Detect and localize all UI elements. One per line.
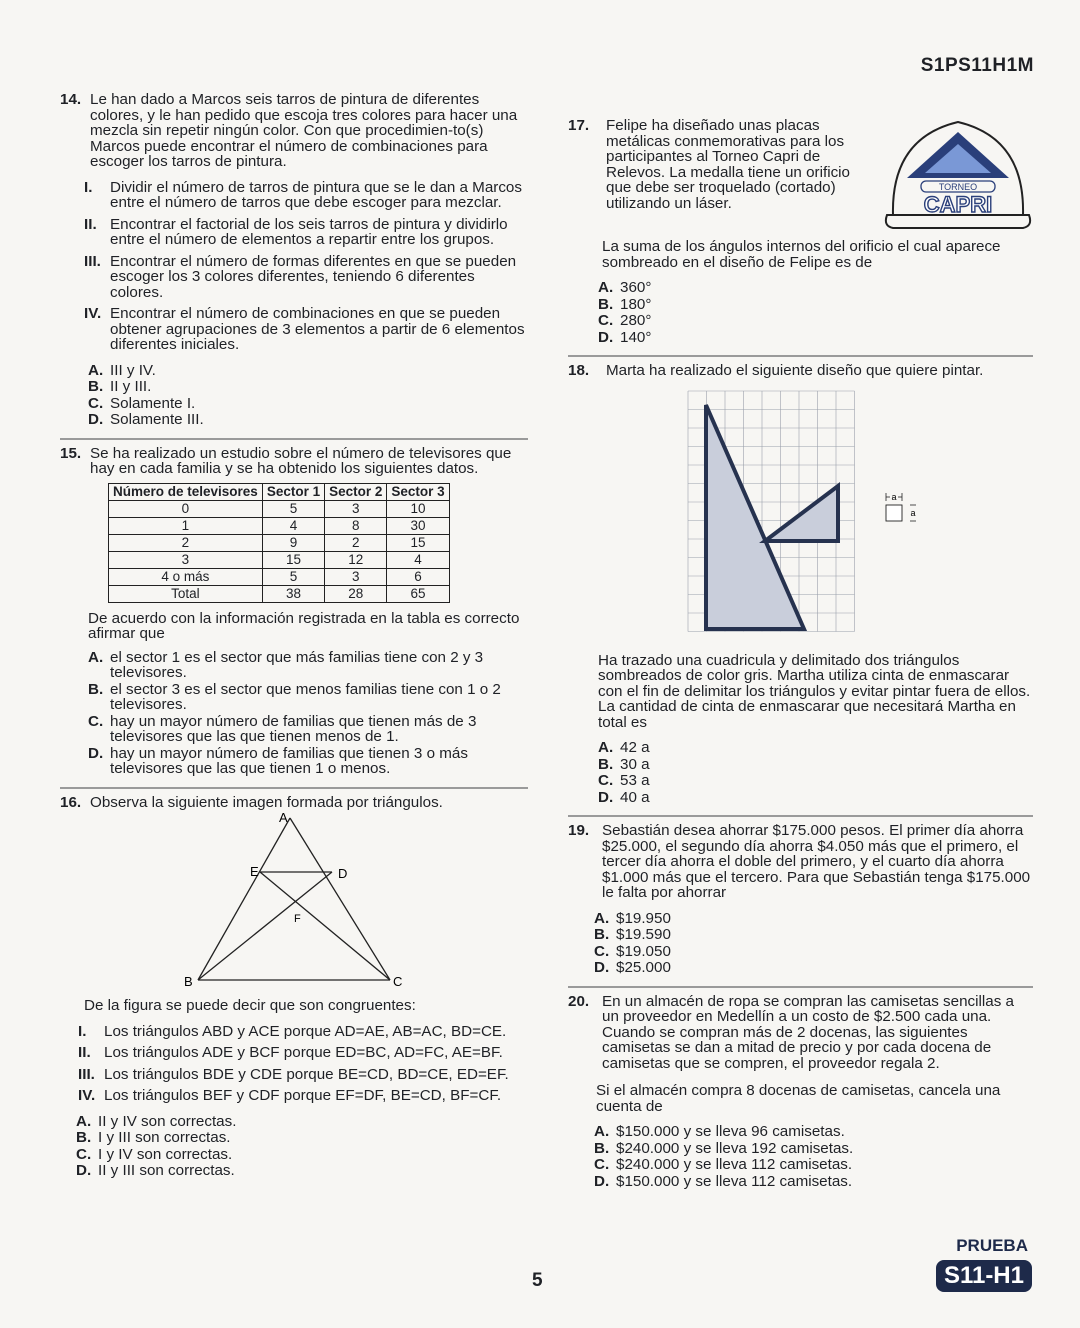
options-16 — [76, 1114, 528, 1179]
column-header: Sector 1 — [262, 483, 324, 500]
question-prompt: Si el almacén compra 8 docenas de camisetas, cancela una cuenta de — [596, 1082, 1001, 1115]
capri-medal — [883, 118, 1033, 230]
question-14 — [60, 92, 528, 170]
option-c[interactable]: C. $19.050 — [594, 942, 671, 960]
label-f: F — [294, 913, 301, 925]
prueba-label: PRUEBA — [956, 1236, 1028, 1255]
statements-16 — [78, 1024, 528, 1104]
question-text: Felipe ha diseñado unas placas metálicas conmemorativas para los participantes al Torneo Capri de Relevos. La medalla tiene un orificio que debe ser troquelado (cortado) utilizando un láser. — [606, 117, 850, 212]
question-15 — [60, 446, 528, 477]
question-text: Marta ha realizado el siguiente diseño que quiere pintar. — [606, 362, 984, 379]
options-14 — [88, 363, 528, 428]
question-19 — [568, 823, 1033, 901]
question-16 — [60, 795, 528, 811]
options-19 — [594, 911, 1033, 976]
statement: III. Los triángulos BDE y CDE porque BE=CD, BD=CE, ED=EF. — [78, 1065, 509, 1083]
exam-code: S1PS11H1M — [920, 55, 1034, 76]
right-column — [568, 118, 1033, 1190]
question-17 — [568, 118, 868, 211]
grid-drawing — [686, 387, 866, 637]
label-b: B — [184, 974, 193, 989]
question-text: En un almacén de ropa se compran las camisetas sencillas a un proveedor en Medellín a un costo de $2.500 cada una. Cuando se compran más de 2 docenas, las siguientes camisetas se dan a mitad de precio y por cada docena de camisetas que se compren, el proveedor regala 2. — [602, 992, 1014, 1072]
option-b[interactable]: B. I y III son correctas. — [76, 1129, 231, 1146]
option-a[interactable]: A. el sector 1 es el sector que más familias tiene con 2 y 3 televisores. — [88, 648, 484, 681]
legend-square — [886, 505, 902, 521]
statement: II. Encontrar el factorial de los seis tarros de pintura y dividirlo entre el número de elementos a repartir entre los grupos. — [84, 215, 508, 248]
table-row: 4 o más 5 3 6 — [109, 568, 450, 585]
label-d: D — [338, 866, 348, 881]
question-text: Sebastián desea ahorrar $175.000 pesos. El primer día ahorra $25.000, el segundo día ahorra $4.050 más que el primero, el tercer día ahorra el doble del primero, y el cuarto día ahorra $1.000 más que el tercero. Para que Sebastián tenga $175.000 le falta por ahorrar — [602, 822, 1031, 901]
segment-ce — [260, 872, 390, 980]
divider — [568, 355, 1033, 357]
statement: IV. Encontrar el número de combinaciones en que se pueden obtener agrupaciones de 3 elementos a partir de 6 elementos diferentes iniciales. — [84, 305, 525, 353]
question-text: Observa la siguiente imagen formada por triángulos. — [90, 793, 443, 811]
unit-legend — [882, 491, 926, 531]
tv-table — [108, 483, 450, 603]
left-column — [60, 92, 528, 1180]
label-e: E — [250, 864, 259, 879]
option-d[interactable]: D. 140° — [598, 328, 652, 346]
page-number: 5 — [532, 1270, 543, 1291]
legend-a-top: a — [891, 491, 897, 502]
option-c[interactable]: C. hay un mayor número de familias que tienen más de 3 televisores que las que tienen menos de 1. — [88, 712, 477, 745]
option-c[interactable]: C. $240.000 y se lleva 112 camisetas. — [594, 1156, 853, 1173]
table-row: Total 38 28 65 — [109, 585, 450, 602]
option-b[interactable]: B. II y III. — [88, 378, 152, 395]
options-20 — [594, 1124, 1033, 1189]
question-number: 19. — [568, 822, 590, 839]
option-a[interactable]: A. 360° — [598, 279, 652, 296]
table-row: 3 15 12 4 — [109, 551, 450, 568]
statement: III. Encontrar el número de formas diferentes en que se pueden escoger los 3 colores diferentes, teniendo 6 diferentes colores. — [84, 252, 517, 301]
question-prompt: De acuerdo con la información registrada en la tabla es correcto afirmar que — [88, 609, 520, 642]
question-text: Se ha realizado un estudio sobre el número de televisores que hay en cada familia y se ha obtenido los siguientes datos. — [90, 444, 512, 477]
question-text: Le han dado a Marcos seis tarros de pintura de diferentes colores, y le han pedido que escoja tres colores para hacer una mezcla sin repetir ningún color. Con que procedimien-to(s) Marcos puede encontrar el número de combinaciones para escoger los tarros de pintura. — [90, 91, 518, 170]
option-a[interactable]: A. $19.950 — [594, 909, 671, 927]
divider — [60, 438, 528, 440]
question-20 — [568, 994, 1033, 1072]
option-a[interactable]: A. III y IV. — [88, 361, 156, 379]
option-b[interactable]: B. $19.590 — [594, 926, 671, 943]
option-d[interactable]: D. 40 a — [598, 788, 650, 806]
column-header: Sector 3 — [387, 483, 449, 500]
question-prompt: La suma de los ángulos internos del orificio el cual aparece sombreado en el diseño de Felipe es de — [602, 238, 1001, 271]
option-d[interactable]: D. hay un mayor número de familias que tienen 3 o más televisores que las que tienen 1 o menos. — [88, 744, 468, 777]
option-b[interactable]: B. 180° — [598, 295, 652, 313]
statement: I. Dividir el número de tarros de pintura que se le dan a Marcos entre el número de tarros que debe escoger para mezclar. — [84, 178, 522, 211]
question-number: 20. — [568, 992, 590, 1010]
table-row: 2 9 2 15 — [109, 534, 450, 551]
question-number: 17. — [568, 117, 590, 134]
medal-top-text: TORNEO — [938, 182, 978, 192]
question-number: 15. — [60, 444, 82, 462]
divider — [60, 787, 528, 789]
medal-name-text: CAPRI — [923, 192, 993, 217]
triangle-large — [706, 405, 804, 629]
label-a: A — [279, 810, 288, 825]
option-c[interactable]: C. I y IV son correctas. — [76, 1145, 233, 1163]
question-prompt: De la figura se puede decir que son congruentes: — [84, 997, 416, 1014]
option-a[interactable]: A. II y IV son correctas. — [76, 1112, 237, 1130]
question-number: 16. — [60, 793, 82, 811]
options-15 — [88, 650, 528, 777]
segment-ac — [290, 818, 390, 980]
option-c[interactable]: C. Solamente I. — [88, 394, 196, 412]
statement: II. Los triángulos ADE y BCF porque ED=BC, AD=FC, AE=BF. — [78, 1044, 503, 1061]
option-d[interactable]: D. $150.000 y se lleva 112 camisetas. — [594, 1172, 853, 1190]
label-c: C — [393, 974, 403, 989]
option-b[interactable]: B. $240.000 y se lleva 192 camisetas. — [594, 1139, 854, 1157]
options-18 — [598, 740, 1033, 805]
triangle-figure — [60, 810, 528, 990]
design-figure — [686, 387, 1033, 637]
triangle-small — [765, 486, 838, 541]
table-header-row — [109, 483, 450, 500]
question-prompt: Ha trazado una cuadricula y delimitado dos triángulos sombreados de color gris. Martha utiliza cinta de enmascarar con el fin de delimitar los triángulos y evitar pintar fuera de ellos. La cantidad de cinta de enmascarar que necesitará Martha en total es — [598, 651, 1031, 731]
test-badge: S11-H1 — [936, 1260, 1032, 1292]
statements-14 — [84, 180, 528, 353]
option-d[interactable]: D. Solamente III. — [88, 411, 204, 428]
column-header: Número de televisores — [109, 483, 263, 500]
option-b[interactable]: B. 30 a — [598, 755, 650, 773]
legend-a-side: a — [910, 507, 916, 518]
option-c[interactable]: C. 280° — [598, 312, 652, 329]
segment-ab — [198, 818, 290, 980]
column-header: Sector 2 — [325, 483, 387, 500]
option-b[interactable]: B. el sector 3 es el sector que menos familias tiene con 1 o 2 televisores. — [88, 680, 501, 713]
table-row: 0 5 3 10 — [109, 500, 450, 517]
option-d[interactable]: D. II y III son correctas. — [76, 1162, 235, 1179]
divider — [568, 986, 1033, 988]
options-17 — [598, 280, 1033, 345]
option-a[interactable]: A. $150.000 y se lleva 96 camisetas. — [594, 1123, 845, 1140]
statement: I. Los triángulos ABD y ACE porque AD=AE, AB=AC, BD=CE. — [78, 1022, 507, 1040]
question-18 — [568, 363, 1033, 379]
statement: IV. Los triángulos BEF y CDF porque EF=DF, BE=CD, BF=CF. — [78, 1087, 502, 1104]
question-number: 18. — [568, 362, 590, 379]
divider — [568, 815, 1033, 817]
table-row: 1 4 8 30 — [109, 517, 450, 534]
option-c[interactable]: C. 53 a — [598, 772, 650, 789]
question-17-block — [568, 117, 1033, 217]
option-a[interactable]: A. 42 a — [598, 739, 650, 756]
option-d[interactable]: D. $25.000 — [594, 959, 671, 976]
segment-bd — [198, 872, 332, 980]
question-number: 14. — [60, 91, 82, 108]
